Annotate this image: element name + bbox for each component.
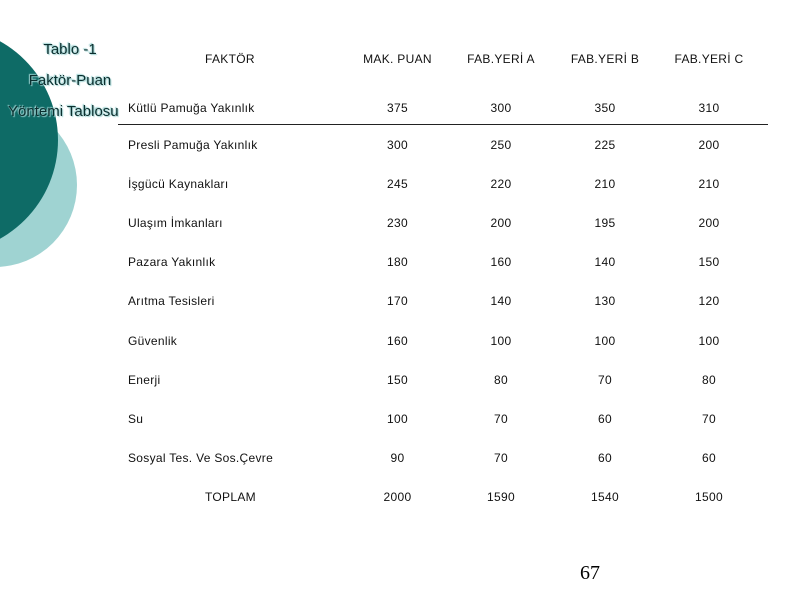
- table-header-row: [118, 45, 768, 73]
- table-row: [118, 164, 768, 203]
- factor-name: Pazara Yakınlık: [128, 255, 216, 270]
- fab-b-value: 195: [594, 215, 616, 230]
- page-number: 67: [580, 562, 600, 584]
- fab-c-value: 310: [698, 100, 720, 115]
- fab-c-value: 150: [698, 255, 720, 270]
- fab-a-value: 300: [490, 100, 512, 115]
- factor-name: Su: [128, 411, 144, 426]
- table-row: [118, 439, 768, 478]
- table-body: [118, 73, 768, 478]
- header-faktor: FAKTÖR: [205, 52, 255, 66]
- fab-b-value: 350: [594, 100, 616, 115]
- mak-puan-value: 150: [387, 372, 408, 387]
- fab-a-value: 200: [490, 215, 512, 230]
- fab-c-value: 100: [698, 333, 720, 348]
- total-label: TOPLAM: [205, 490, 256, 505]
- fab-b-value: 210: [594, 176, 616, 191]
- mak-puan-value: 375: [387, 100, 408, 115]
- header-fab-a: FAB.YERİ A: [467, 52, 535, 66]
- table-row: [118, 125, 768, 164]
- factor-name: Presli Pamuğa Yakınlık: [128, 137, 258, 152]
- fab-b-value: 60: [598, 451, 612, 466]
- total-fab-b: 1540: [591, 490, 619, 505]
- total-fab-a: 1590: [487, 490, 515, 505]
- mak-puan-value: 90: [390, 451, 405, 466]
- table-row: [118, 360, 768, 399]
- table-total-row: [118, 478, 768, 517]
- fab-a-value: 100: [490, 333, 512, 348]
- fab-b-value: 60: [598, 411, 612, 426]
- fab-c-value: 200: [698, 215, 720, 230]
- table-row: [118, 73, 768, 125]
- table-row: [118, 282, 768, 321]
- fab-a-value: 220: [490, 176, 512, 191]
- mak-puan-value: 100: [387, 411, 408, 426]
- fab-b-value: 130: [594, 294, 616, 309]
- slide-title-line-3: Yöntemi Tablosu: [8, 103, 119, 120]
- factor-name: Enerji: [128, 372, 161, 387]
- table-row: [118, 399, 768, 438]
- factor-name: İşgücü Kaynakları: [128, 176, 229, 191]
- fab-c-value: 60: [702, 451, 716, 466]
- factor-name: Ulaşım İmkanları: [128, 215, 223, 230]
- table-row: [118, 203, 768, 242]
- factor-name: Arıtma Tesisleri: [128, 294, 215, 309]
- fab-b-value: 140: [594, 255, 616, 270]
- fab-a-value: 160: [490, 255, 512, 270]
- total-fab-c: 1500: [695, 490, 723, 505]
- mak-puan-value: 170: [387, 294, 408, 309]
- fab-c-value: 210: [698, 176, 720, 191]
- fab-c-value: 70: [702, 411, 716, 426]
- fab-a-value: 70: [494, 451, 508, 466]
- factor-name: Kütlü Pamuğa Yakınlık: [128, 100, 255, 115]
- factor-score-table: [118, 45, 768, 517]
- header-mak-puan: MAK. PUAN: [363, 52, 432, 66]
- table-row: [118, 321, 768, 360]
- table-row: [118, 243, 768, 282]
- total-mak-puan: 2000: [383, 490, 412, 505]
- mak-puan-value: 160: [387, 333, 408, 348]
- factor-name: Güvenlik: [128, 333, 178, 348]
- slide-title-line-1: Tablo -1: [43, 41, 97, 58]
- factor-name: Sosyal Tes. Ve Sos.Çevre: [128, 451, 274, 466]
- mak-puan-value: 245: [387, 176, 408, 191]
- fab-c-value: 200: [698, 137, 720, 152]
- fab-a-value: 250: [490, 137, 512, 152]
- fab-a-value: 80: [494, 372, 508, 387]
- fab-a-value: 140: [490, 294, 512, 309]
- fab-b-value: 100: [594, 333, 616, 348]
- fab-b-value: 225: [594, 137, 616, 152]
- fab-c-value: 80: [702, 372, 716, 387]
- slide-title-line-2: Faktör-Puan: [28, 72, 112, 89]
- fab-b-value: 70: [598, 372, 612, 387]
- fab-c-value: 120: [698, 294, 720, 309]
- header-fab-c: FAB.YERİ C: [674, 52, 744, 66]
- mak-puan-value: 230: [387, 215, 408, 230]
- fab-a-value: 70: [494, 411, 508, 426]
- mak-puan-value: 180: [387, 255, 408, 270]
- mak-puan-value: 300: [387, 137, 408, 152]
- header-fab-b: FAB.YERİ B: [570, 52, 640, 66]
